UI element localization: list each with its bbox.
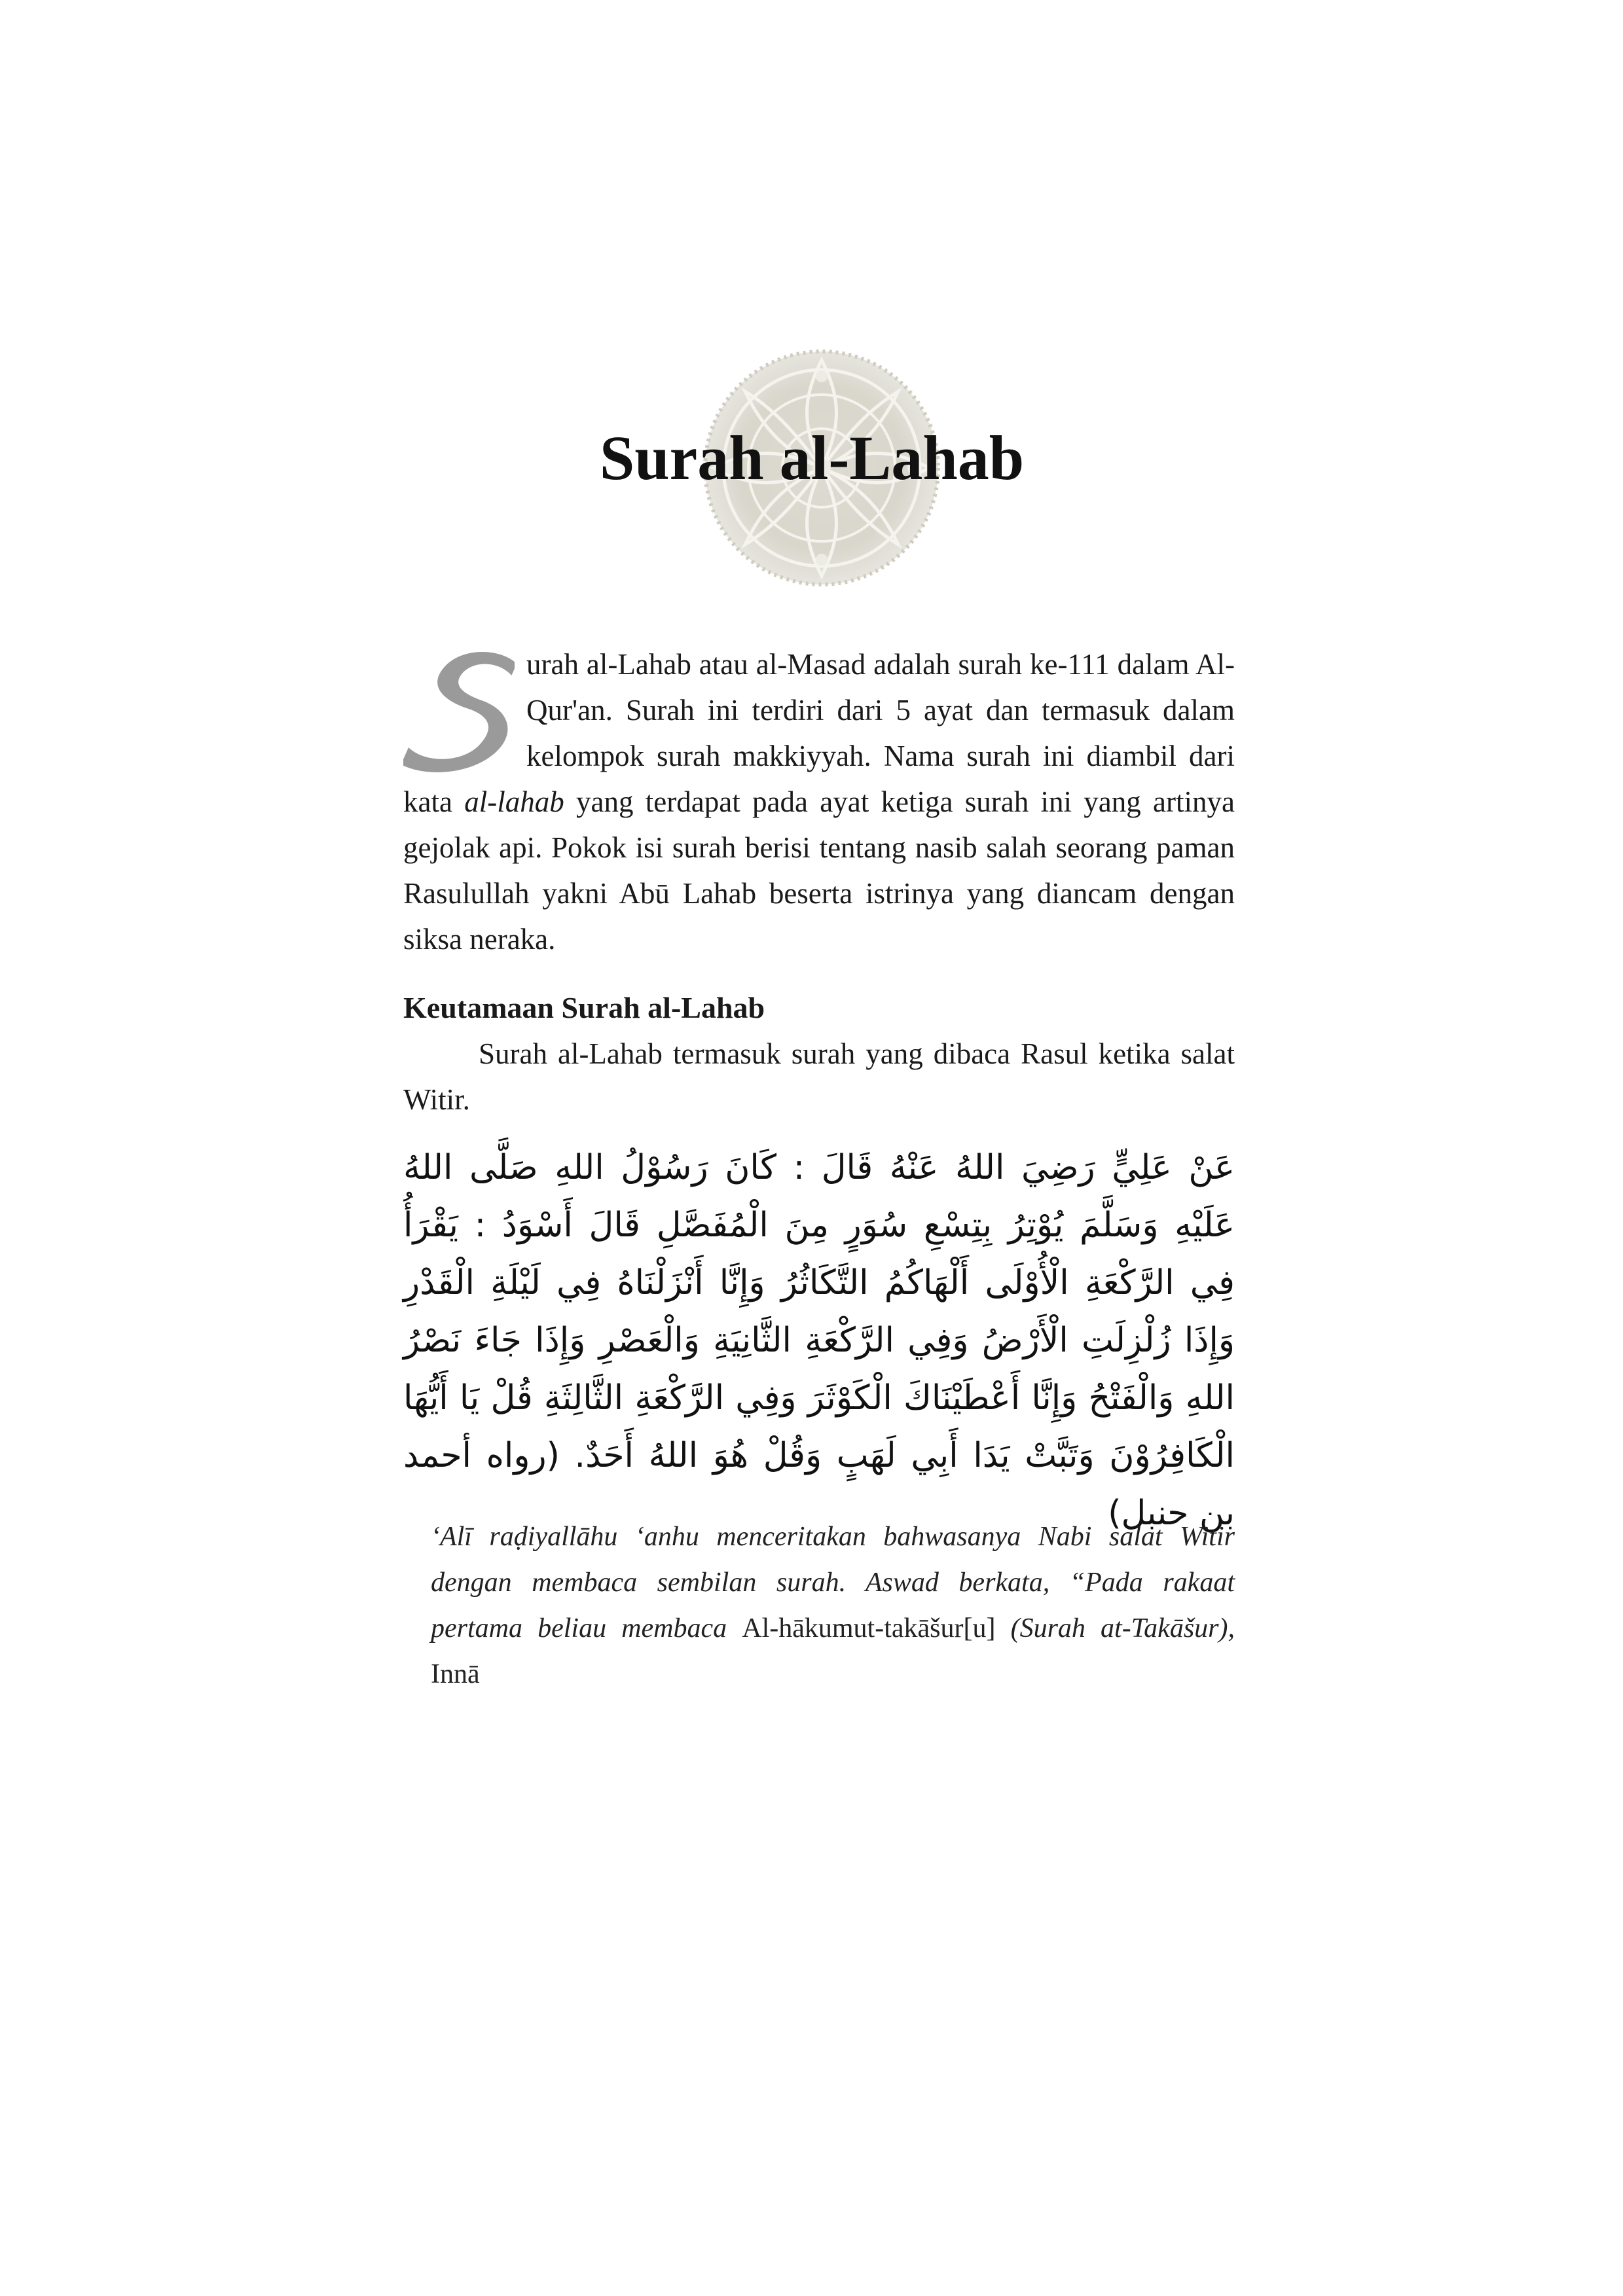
page-title: Surah al-Lahab xyxy=(599,423,1025,493)
translation-part-4: Innā xyxy=(431,1659,480,1689)
translation-surah-name: Al-hākumut-takāšur[u] xyxy=(742,1613,996,1643)
intro-text-start: urah al-Lahab atau al-Masad adalah surah ke-111 dalam Al-Qur'an. Surah ini terdiri dari 5 ayat dan termasuk dalam kelompok surah makkiyyah. Nama surah ini diambil dari kata xyxy=(403,648,1235,818)
intro-italic-term: al-lahab xyxy=(464,785,564,818)
intro-paragraph xyxy=(403,641,1235,962)
intro-text-end: yang terdapat pada ayat ketiga surah ini yang artinya gejolak api. Pokok isi surah berisi tentang nasib salah seorang paman Rasulullah yakni Abū Lahab beserta istrinya yang diancam dengan siksa neraka. xyxy=(403,785,1235,956)
section-heading: Keutamaan Surah al-Lahab xyxy=(403,991,765,1024)
drop-cap-s-icon xyxy=(403,643,515,774)
translation-part-3: (Surah at-Takāšur), xyxy=(995,1613,1235,1643)
translation-part-1: ‘Alī raḍiyallāhu ‘anhu menceritakan bahwasanya Nabi salat Witir dengan membaca sembilan surah. Aswad berkata, “Pada rakaat pertama beliau membaca xyxy=(431,1522,1235,1643)
section-paragraph: Surah al-Lahab termasuk surah yang dibaca Rasul ketika salat Witir. xyxy=(403,1037,1235,1116)
hadith-translation xyxy=(431,1514,1235,1697)
hadith-arabic-text: عَنْ عَلِيٍّ رَضِيَ اللهُ عَنْهُ قَالَ : كَانَ رَسُوْلُ اللهِ صَلَّى اللهُ عَلَيْهِ وَسَلَّمَ يُوْتِرُ بِتِسْعِ سُوَرٍ مِنَ الْمُفَصَّلِ قَالَ أَسْوَدُ : يَقْرَأُ فِي الرَّكْعَةِ الْأُوْلَى أَلْهَاكُمُ التَّكَاثُرُ وَإِنَّا أَنْزَلْنَاهُ فِي لَيْلَةِ الْقَدْرِ وَإِذَا زُلْزِلَتِ الْأَرْضُ وَفِي الرَّكْعَةِ الثَّانِيَةِ وَالْعَصْرِ وَإِذَا جَاءَ نَصْرُ اللهِ وَالْفَتْحُ وَإِنَّا أَعْطَيْنَاكَ الْكَوْثَرَ وَفِي الرَّكْعَةِ الثَّالِثَةِ قُلْ يَا أَيُّهَا الْكَافِرُوْنَ وَتَبَّتْ يَدَا أَبِي لَهَبٍ وَقُلْ هُوَ اللهُ أَحَدٌ. (رواه أحمد بن حنبل) xyxy=(403,1148,1235,1533)
